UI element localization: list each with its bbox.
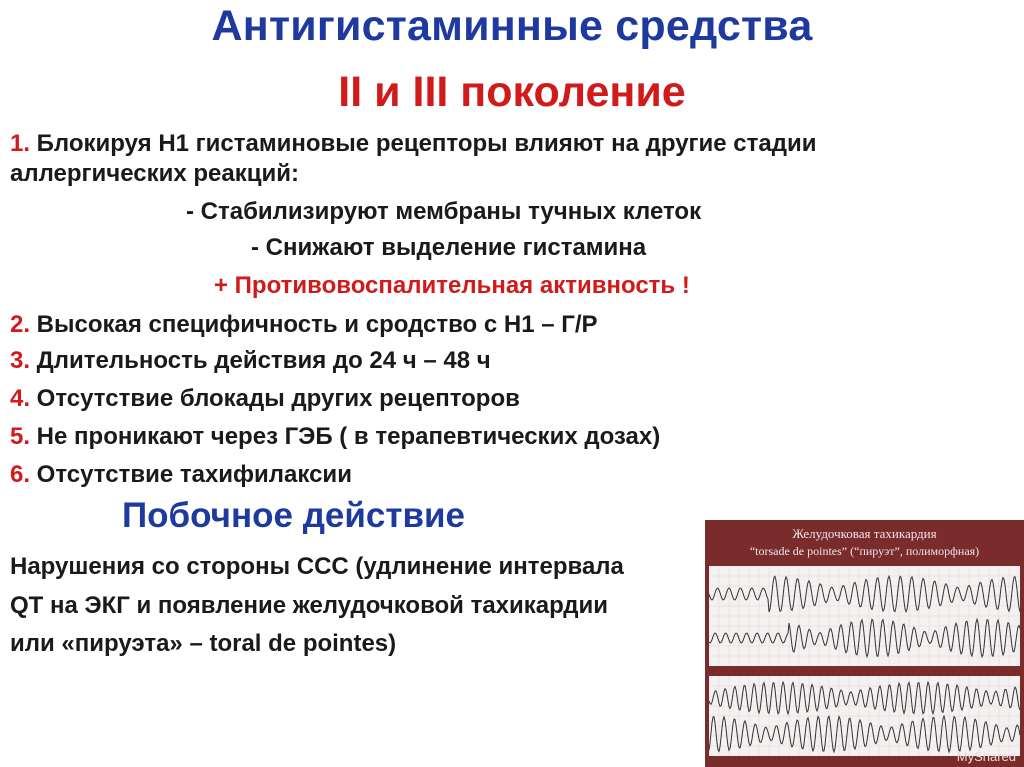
ecg-image [705,520,1024,767]
point-3 [10,347,491,375]
ecg-subtitle: “torsade de pointes” (“пируэт”, полиморфная) [749,544,980,558]
point-5 [10,423,660,451]
slide-title: Антигистаминные средства [211,2,813,50]
side-effects-heading: Побочное действие [122,496,465,535]
side-effects-line-3: или «пируэта» – toral de pointes) [10,630,397,657]
point-5-text: Не проникают через ГЭБ ( в терапевтических дозах) [30,423,661,450]
point-2-number: 2. [10,311,31,338]
point-3-text: Длительность действия до 24 ч – 48 ч [30,347,491,374]
side-effects-line-2: QT на ЭКГ и появление желудочковой тахикардии [10,592,608,619]
point-1-sub-3: + Противовоспалительная активность ! [214,272,690,299]
point-4-text: Отсутствие блокады других рецепторов [30,385,520,412]
ecg-trace-top [709,566,1020,666]
point-1-line-a [10,130,817,158]
ecg-strip-top [709,566,1020,666]
point-5-number: 5. [10,423,31,450]
point-3-number: 3. [10,347,31,374]
point-1-line-b: аллергических реакций: [10,160,299,187]
point-1-number: 1. [10,130,31,157]
slide-subtitle: II и III поколение [338,68,686,116]
point-4-number: 4. [10,385,31,412]
point-6 [10,461,352,489]
point-1-text: Блокируя Н1 гистаминовые рецепторы влияют на другие стадии [30,130,817,157]
watermark: MyShared [956,749,1016,764]
point-1-sub-2: - Снижают выделение гистамина [251,234,647,261]
point-4 [10,385,520,413]
point-6-number: 6. [10,461,31,488]
side-effects-line-1: Нарушения со стороны ССС (удлинение интервала [10,553,624,580]
point-2 [10,311,598,339]
point-2-text: Высокая специфичность и сродство с Н1 – Г/Р [30,311,598,338]
ecg-trace-bottom [709,676,1020,756]
ecg-title: Желудочковая тахикардия [792,526,937,541]
point-6-text: Отсутствие тахифилаксии [30,461,352,488]
point-1-sub-1: - Стабилизируют мембраны тучных клеток [186,198,702,225]
ecg-strip-bottom [709,676,1020,756]
